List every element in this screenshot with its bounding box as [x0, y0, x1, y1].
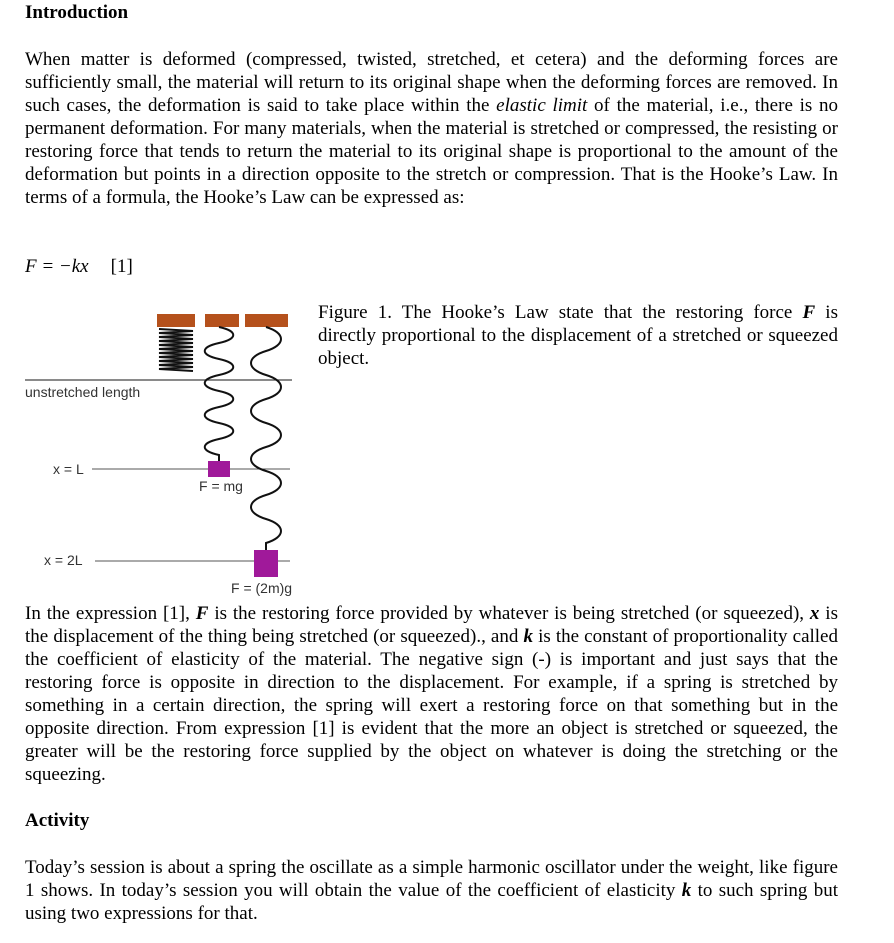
p2-text-b: is the restoring force provided by whatever is being stretched (or squeezed),: [208, 603, 810, 624]
p2-text-d: is the constant of proportionality called the coefficient of elasticity of the material. The negative sign (-) is important and just says that the restoring force is opposite in direction to the displacement. For example, if a spring is stretched by something in a certain direction, the spring will exert a restoring force on that something but in the opposite direction. From expression [1] is evident that the more an object is stretched or squeezed, the greater will be the restoring force supplied by the object on whatever is doing the stretching or the squeezing.: [25, 626, 838, 785]
activity-heading: Activity: [25, 810, 90, 831]
mass-m: [208, 461, 230, 477]
activity-text-a: Today’s session is about a spring the oscillate as a simple harmonic oscillator under the weight, like figure 1 shows. In today’s session you will obtain the value of the coefficient of elasticity: [25, 857, 838, 901]
elastic-limit-term: elastic limit: [496, 95, 588, 116]
caption-symbol-F: F: [802, 302, 816, 323]
label-x-equals-L: x = L: [53, 461, 84, 477]
intro-text-b: of the material, i.e., there is no permanent deformation. For many materials, when the material is stretched or compressed, the resisting or restoring force that tends to return the material to its original shape is proportional to the amount of the deformation but points in a direction opposite to the stretch or compression. That is the Hooke’s Law. In terms of a formula, the Hooke’s Law can be expressed as:: [25, 95, 838, 208]
ceiling-block-2: [205, 314, 239, 327]
mass-2m: [254, 550, 278, 577]
p2-symbol-x: x: [809, 603, 820, 624]
formula-number: [1]: [110, 256, 133, 277]
formula-expression: F = −kx: [25, 256, 89, 277]
activity-text-b: to such spring but using two expressions for that.: [25, 880, 839, 924]
p2-text-a: In the expression [1],: [25, 603, 196, 624]
label-x-equals-2L: x = 2L: [44, 552, 83, 568]
label-unstretched-length: unstretched length: [25, 384, 141, 400]
caption-text-a: Figure 1. The Hooke’s Law state that the restoring force: [318, 302, 803, 323]
spring-unstretched: [159, 329, 193, 371]
caption-text-b: is directly proportional to the displacement of a stretched or squeezed object.: [318, 302, 838, 369]
p2-text-c: is the displacement of the thing being stretched (or squeezed)., and: [25, 603, 838, 647]
introduction-heading: Introduction: [25, 2, 129, 23]
spring-figure: [0, 300, 310, 600]
activity-symbol-k: k: [681, 880, 692, 901]
spring-stretched-2L: [251, 327, 281, 550]
introduction-paragraph: [25, 48, 838, 209]
p2-symbol-F: F: [195, 603, 209, 624]
activity-paragraph: [25, 856, 838, 925]
ceiling-block-1: [157, 314, 195, 327]
ceiling-block-3: [245, 314, 288, 327]
label-f-2mg: F = (2m)g: [231, 580, 293, 596]
explanation-paragraph: [25, 602, 838, 786]
intro-text-a: When matter is deformed (compressed, twisted, stretched, et cetera) and the deforming forces are sufficiently small, the material will return to its original shape when the deforming forces are removed. In such cases, the deformation is said to take place within the: [25, 49, 838, 116]
hookes-law-formula: [25, 256, 133, 278]
p2-symbol-k: k: [523, 626, 533, 647]
label-f-mg: F = mg: [199, 478, 243, 494]
spring-stretched-L: [205, 327, 234, 461]
figure-caption: [318, 301, 838, 370]
